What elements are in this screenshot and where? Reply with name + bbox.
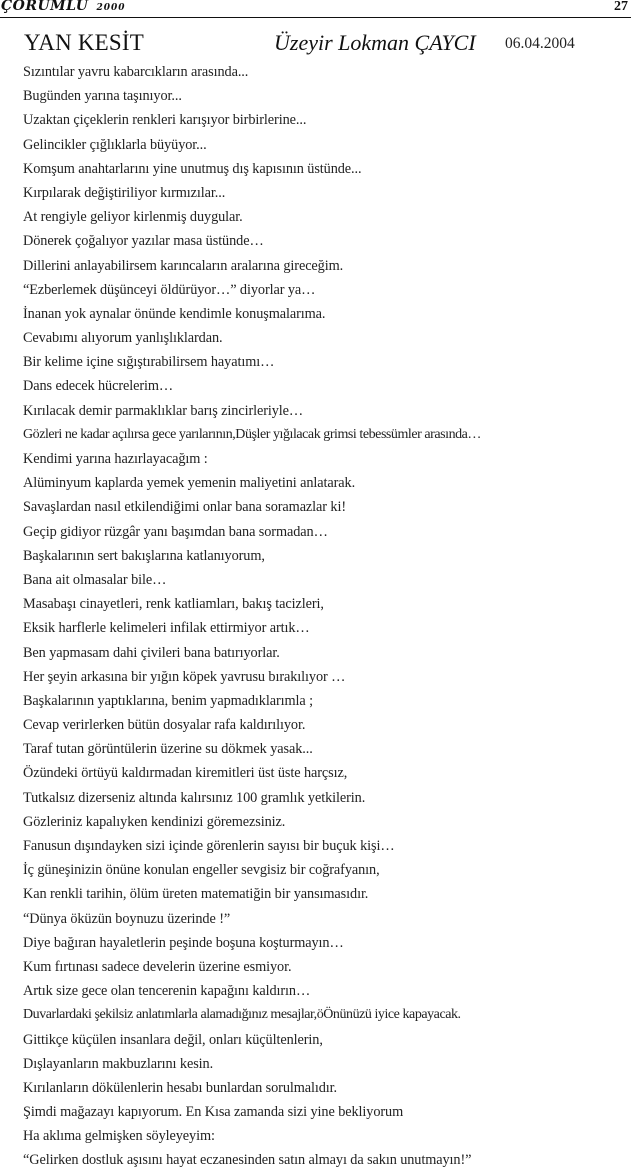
poem-line: Artık size gece olan tencerenin kapağını kaldırın… [23, 983, 311, 1000]
poem-line: Dışlayanların makbuzlarını kesin. [23, 1055, 214, 1072]
poem-line: Eksik harflerle kelimeleri infilak ettirmiyor artık… [23, 620, 310, 637]
poem-line: Kum fırtınası sadece develerin üzerine esmiyor. [23, 958, 292, 975]
poem-line: Uzaktan çiçeklerin renkleri karışıyor birbirlerine... [23, 112, 307, 129]
poem-line: Özündeki örtüyü kaldırmadan kiremitleri üst üste harçsız, [23, 765, 348, 782]
poem-line: Geçip gidiyor rüzgâr yanı başımdan bana sormadan… [23, 523, 328, 540]
poem-line: Komşum anahtarlarını yine unutmuş dış kapısının üstünde... [23, 160, 362, 177]
poem-line: Ben yapmasam dahi çivileri bana batırıyorlar. [23, 644, 280, 661]
poem-line: Gittikçe küçülen insanlara değil, onları küçültenlerin, [23, 1031, 323, 1048]
poem-line: Fanusun dışındayken sizi içinde görenlerin sayısı bir buçuk kişi… [23, 838, 395, 854]
poem-line: Alüminyum kaplarda yemek yemenin maliyetini anlatarak. [23, 475, 356, 492]
poem-line: Başkalarının yaptıklarına, benim yapmadıklarımla ; [23, 692, 313, 709]
poem-line: Diye bağıran hayaletlerin peşinde boşuna koşturmayın… [23, 934, 344, 951]
poem-line: Kan renkli tarihin, ölüm üreten matematiğin bir yansımasıdır. [23, 886, 369, 903]
poem-line: Başkalarının sert bakışlarına katlanıyorum, [23, 547, 265, 564]
poem-line: İnanan yok aynalar önünde kendimle konuşmalarıma. [23, 305, 326, 322]
poem-line: “Gelirken dostluk aşısını hayat eczanesinden satın almayı da sakın unutmayın!” [23, 1152, 472, 1169]
poem-line: Dans edecek hücrelerim… [23, 378, 174, 395]
page-header [0, 0, 631, 18]
poem-line: Savaşlardan nasıl etkilendiğimi onlar bana soramazlar ki! [23, 499, 347, 516]
poem-line: Bana ait olmasalar bile… [23, 571, 167, 588]
poem-line: Tutkalsız dizerseniz altında kalırsınız 100 gramlık yetkilerin. [23, 789, 366, 806]
article-date: 06.04.2004 [505, 35, 575, 52]
poem-line: Dillerini anlayabilirsem karıncaların aralarına gireceğim. [23, 257, 344, 274]
poem-line: Kırılanların dökülenlerin hesabı bunlardan sorulmalıdır. [23, 1079, 338, 1096]
poem-line: Gelincikler çığlıklarla büyüyor... [23, 136, 207, 153]
poem-line: At rengiyle geliyor kirlenmiş duygular. [23, 209, 243, 226]
article-heading [24, 30, 624, 58]
poem-line: “Ezberlemek düşünceyi öldürüyor…” diyorlar ya… [23, 281, 316, 298]
poem-body [23, 60, 631, 1173]
masthead-year: 2000 [96, 3, 126, 13]
article-title: YAN KESİT [24, 30, 144, 55]
poem-line: “Dünya öküzün boynuzu üzerinde !” [23, 910, 231, 927]
poem-line: Gözleriniz kapalıyken kendinizi göremezsiniz. [23, 813, 286, 830]
poem-line: Taraf tutan görüntülerin üzerine su dökmek yasak... [23, 741, 313, 758]
poem-line: İç güneşinizin önüne konulan engeller sevgisiz bir coğrafyanın, [23, 862, 380, 879]
poem-line: Dönerek çoğalıyor yazılar masa üstünde… [23, 233, 264, 250]
masthead [1, 0, 126, 14]
page-number: 27 [614, 0, 628, 14]
poem-line: Kırpılarak değiştiriliyor kırmızılar... [23, 184, 226, 201]
poem-line: Sızıntılar yavru kabarcıkların arasında... [23, 64, 249, 80]
poem-line: Cevabımı alıyorum yanlışlıklardan. [23, 330, 223, 347]
poem-line: Bugünden yarına taşınıyor... [23, 88, 182, 105]
poem-line: Kendimi yarına hazırlayacağım : [23, 451, 208, 467]
poem-line: Her şeyin arkasına bir yığın köpek yavrusu bırakılıyor … [23, 668, 346, 685]
poem-line: Ha aklıma gelmişken söyleyeyim: [23, 1128, 215, 1145]
poem-line: Şimdi mağazayı kapıyorum. En Kısa zamanda sizi yine bekliyorum [23, 1104, 404, 1121]
poem-line: Duvarlardaki şekilsiz anlatımlarla alamadığınız mesajlar,öÖnünüzü iyice kapayacak. [23, 1007, 461, 1023]
poem-line: Gözleri ne kadar açılırsa gece yarılarının,Düşler yığılacak grimsi tebessümler arasında… [23, 426, 481, 442]
poem-line: Kırılacak demir parmaklıklar barış zincirleriyle… [23, 402, 304, 419]
article-author: Üzeyir Lokman ÇAYCI [274, 30, 476, 55]
poem-line: Cevap verirlerken bütün dosyalar rafa kaldırılıyor. [23, 717, 306, 734]
masthead-title: ÇORUMLU [1, 0, 89, 14]
poem-line: Masabaşı cinayetleri, renk katliamları, bakış tacizleri, [23, 596, 324, 613]
poem-line: Bir kelime içine sığıştırabilirsem hayatımı… [23, 354, 275, 371]
